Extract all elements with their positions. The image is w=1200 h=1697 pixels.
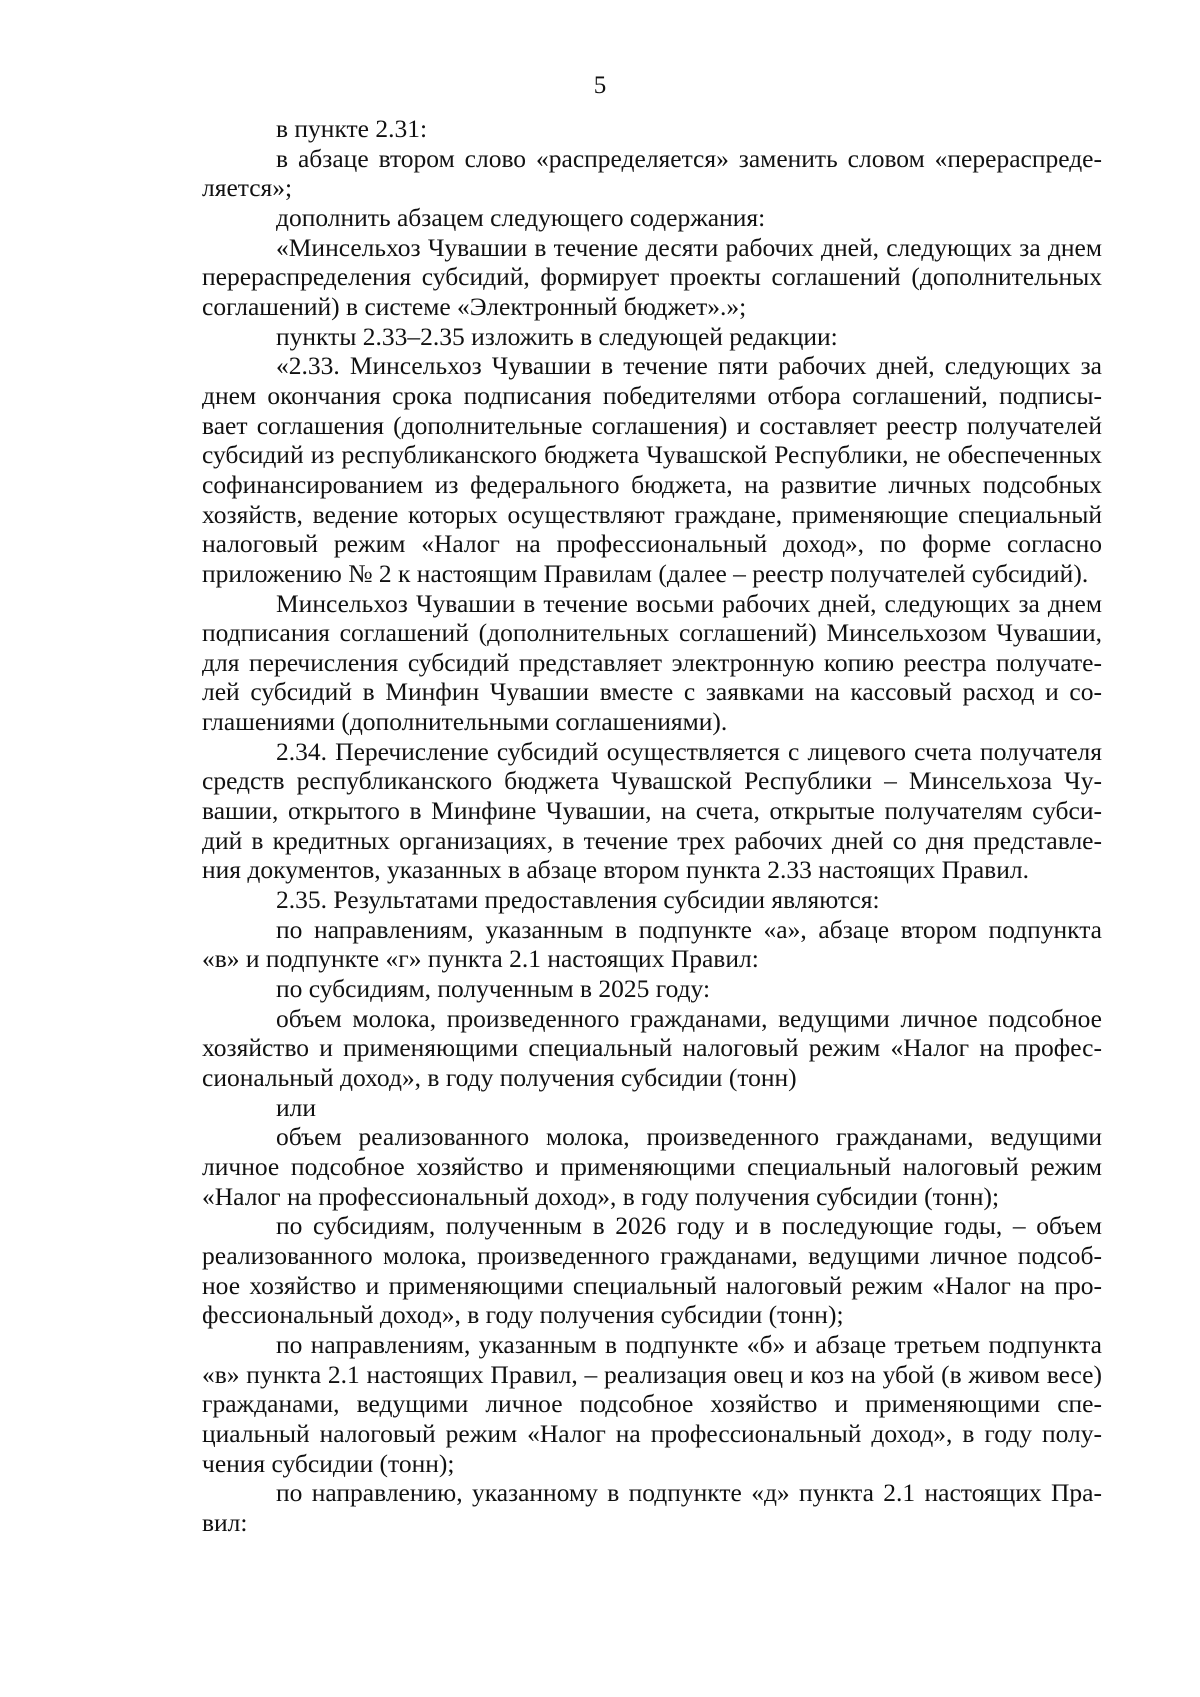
paragraph-16: по направлениям, указанным в подпункте «б» и абзаце третьем подпункта «в» пункта 2.1 настоящих Правил, – реализация овец и коз на убой (в живом весе) гражданами, ведущими личное подсобное хозяйство и применяющими специальный налоговый режим «Налог на профессиональный доход», в году получения субсидии (тонн); [202, 1329, 1102, 1478]
paragraph-11: по субсидиям, полученным в 2025 году: [276, 974, 711, 1004]
paragraph-14: объем реализованного молока, произведенного гражданами, ведущими личное подсобное хозяйство и применяющими специальный налоговый режим «Налог на профессиональный доход», в году получения субсидии (тонн); [202, 1122, 1102, 1211]
paragraph-2: в абзаце втором слово «распределяется» заменить словом «перераспределяется»; [202, 143, 1102, 203]
page-number: 5 [593, 72, 607, 99]
paragraph-5: пункты 2.33–2.35 изложить в следующей редакции: [276, 321, 838, 351]
paragraph-1: в пункте 2.31: [276, 114, 428, 143]
paragraph-4: «Минсельхоз Чувашии в течение десяти рабочих дней, следующих за днем перераспределения субсидий, формирует проекты соглашений (дополнительных соглашений) в системе «Электронный бюджет».»; [202, 232, 1102, 321]
paragraph-10: по направлениям, указанным в подпункте «а», абзаце втором подпункта «в» и подпункте «г» пункта 2.1 настоящих Правил: [202, 914, 1102, 974]
paragraph-17: по направлению, указанному в подпункте «д» пункта 2.1 настоящих Правил: [202, 1478, 1102, 1537]
paragraph-6: «2.33. Минсельхоз Чувашии в течение пяти рабочих дней, следующих за днем окончания срока подписания победителями отбора соглашений, подписывает соглашения (дополнительные соглашения) и составляет реестр получателей субсидий из республиканского бюджета Чувашской Республики, не обеспеченных софинансированием из федерального бюджета, на развитие личных подсобных хозяйств, ведение которых осуществляют граждане, применяющие специальный налоговый режим «Налог на профессиональный доход», по форме согласно приложению № 2 к настоящим Правилам (далее – реестр получателей субсидий). [202, 351, 1102, 588]
paragraph-9: 2.35. Результатами предоставления субсидии являются: [276, 885, 880, 915]
paragraph-15: по субсидиям, полученным в 2026 году и в последующие годы, – объем реализованного молока, произведенного гражданами, ведущими личное подсобное хозяйство и применяющими специальный налоговый режим «Налог на профессиональный доход», в году получения субсидии (тонн); [202, 1211, 1102, 1330]
document-body [202, 114, 1102, 1538]
paragraph-13: или [276, 1092, 317, 1122]
paragraph-12: объем молока, произведенного гражданами, ведущими личное подсобное хозяйство и применяющими специальный налоговый режим «Налог на профессиональный доход», в году получения субсидии (тонн) [202, 1003, 1102, 1092]
paragraph-3: дополнить абзацем следующего содержания: [276, 202, 766, 232]
paragraph-8: 2.34. Перечисление субсидий осуществляется с лицевого счета получателя средств республиканского бюджета Чувашской Республики – Минсельхоза Чувашии, открытого в Минфине Чувашии, на счета, открытые получателям субсидий в кредитных организациях, в течение трех рабочих дней со дня представления документов, указанных в абзаце втором пункта 2.33 настоящих Правил. [202, 736, 1102, 885]
paragraph-7: Минсельхоз Чувашии в течение восьми рабочих дней, следующих за днем подписания соглашений (дополнительных соглашений) Минсельхозом Чувашии, для перечисления субсидий представляет электронную копию реестра получателей субсидий в Минфин Чувашии вместе с заявками на кассовый расход и соглашениями (дополнительными соглашениями). [202, 588, 1102, 737]
